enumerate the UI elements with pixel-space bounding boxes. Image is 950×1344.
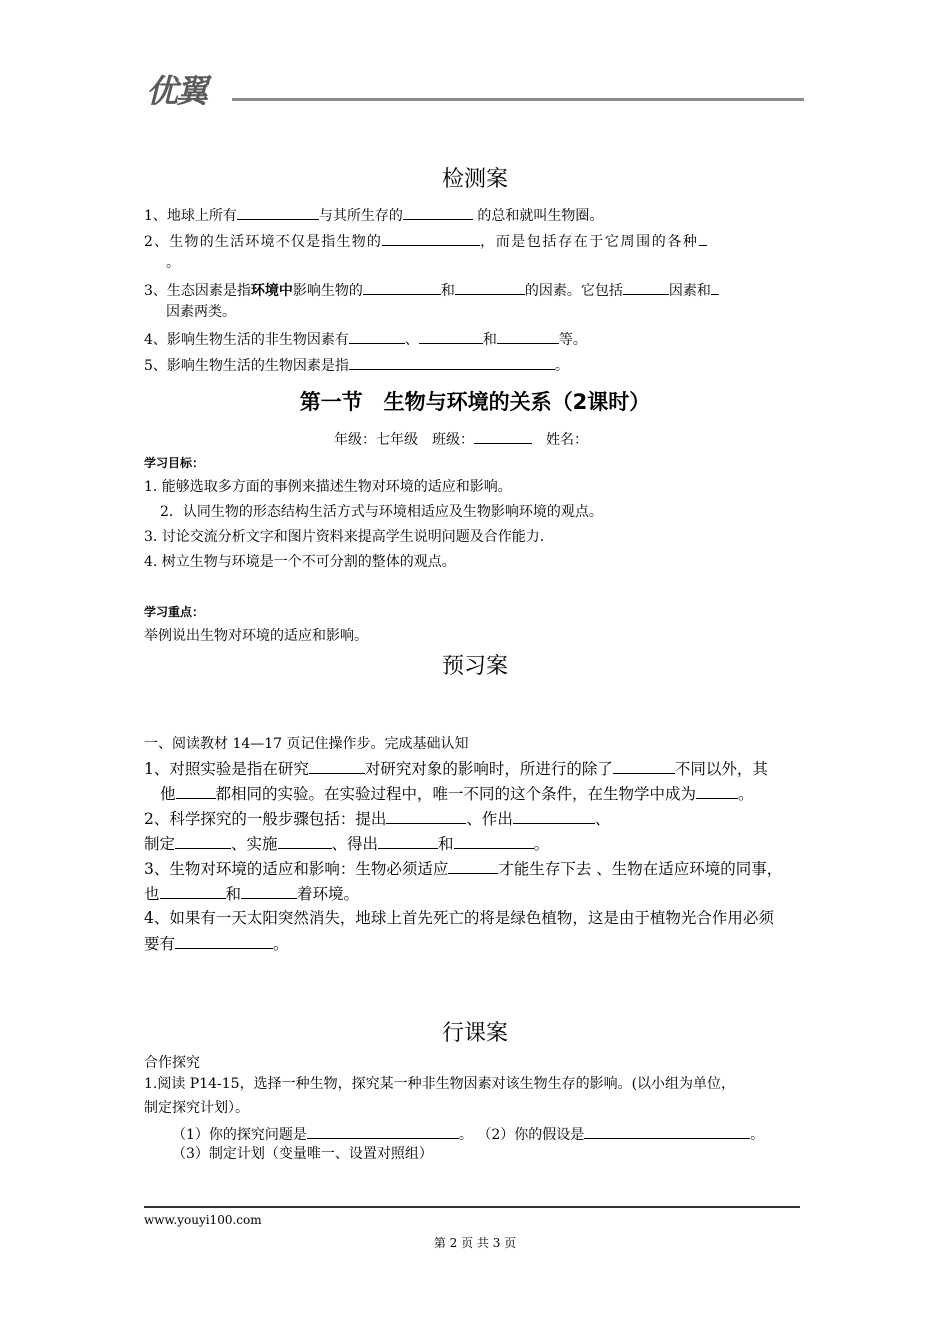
- objective-item: 2．认同生物的形态结构生活方式与环境相适应及生物影响环境的观点。: [160, 504, 603, 520]
- test-q5: 5、影响生物生活的生物因素是指 。: [144, 355, 569, 375]
- preview-q4: 4、如果有一天太阳突然消失，地球上首先死亡的将是绿色植物，这是由于植物光合作用必须: [144, 909, 774, 927]
- preview-q2: 2、科学探究的一般步骤包括：提出 、作出 、: [144, 810, 611, 828]
- preview-q2-cont: 制定 、实施 、得出 和 。: [144, 835, 550, 853]
- class-q1-sub2: （3）制定计划（变量唯一、设置对照组）: [172, 1146, 433, 1162]
- preview-q1-cont: 他 都相同的实验。在实验过程中，唯一不同的这个条件，在生物学中成为 。: [160, 785, 754, 803]
- objective-item: 3. 讨论交流分析文字和图片资料来提高学生说明问题及合作能力.: [144, 529, 545, 545]
- test-section-title: 检测案: [441, 167, 508, 192]
- footer-rule: [144, 1206, 800, 1208]
- preview-q3: 3、生物对环境的适应和影响：生物必须适应 才能生存下去 、生物在适应环境的同事，: [144, 860, 783, 878]
- class-section-title: 行课案: [441, 1021, 508, 1046]
- preview-intro: 一、阅读教材 14—17 页记住操作步。完成基础认知: [144, 736, 469, 752]
- preview-q3-cont: 也 和 着环境。: [144, 885, 360, 903]
- header-rule: [232, 98, 804, 101]
- preview-q4-cont: 要有 。: [144, 935, 289, 953]
- test-q3: 3、生态因素是指环境中影响生物的 和 的因素。它包括 因素和: [144, 280, 719, 300]
- key-text: 举例说出生物对环境的适应和影响。: [144, 628, 368, 644]
- student-info: 年级：七年级 班级： 姓名：: [334, 429, 588, 449]
- footer-url[interactable]: www.youyi100.com: [144, 1213, 262, 1227]
- test-q1: 1、地球上所有 与其所生存的 的总和就叫生物圈。: [144, 205, 603, 225]
- class-q1-cont: 制定探究计划）。: [144, 1100, 249, 1116]
- logo: 优翼: [146, 72, 207, 110]
- objectives-heading: 学习目标：: [144, 456, 205, 470]
- objective-item: 4. 树立生物与环境是一个不可分割的整体的观点。: [144, 554, 456, 570]
- preview-section-title: 预习案: [441, 654, 508, 679]
- page-number: 第 2 页 共 3 页: [433, 1236, 517, 1250]
- test-q3-cont: 因素两类。: [166, 304, 236, 320]
- class-subheading: 合作探究: [144, 1055, 200, 1071]
- lesson-title: 第一节 生物与环境的关系（2课时）: [299, 390, 651, 414]
- test-q4: 4、影响生物生活的非生物因素有 、 和 等。: [144, 329, 587, 349]
- test-q2: 2、生物的生活环境不仅是指生物的 ，而是包括存在于它周围的各种: [144, 231, 707, 251]
- test-q2-cont: 。: [166, 255, 180, 271]
- preview-q1: 1、对照实验是指在研究 对研究对象的影响时，所进行的除了 不同以外，其: [144, 760, 768, 778]
- class-q1-sub1: （1）你的探究问题是 。 （2）你的假设是 。: [172, 1124, 764, 1144]
- objective-item: 1. 能够选取多方面的事例来描述生物对环境的适应和影响。: [144, 479, 512, 495]
- key-heading: 学习重点：: [144, 605, 205, 619]
- class-q1: 1.阅读 P14-15，选择一种生物，探究某一种非生物因素对该生物生存的影响。(以小组为单位，: [144, 1076, 736, 1092]
